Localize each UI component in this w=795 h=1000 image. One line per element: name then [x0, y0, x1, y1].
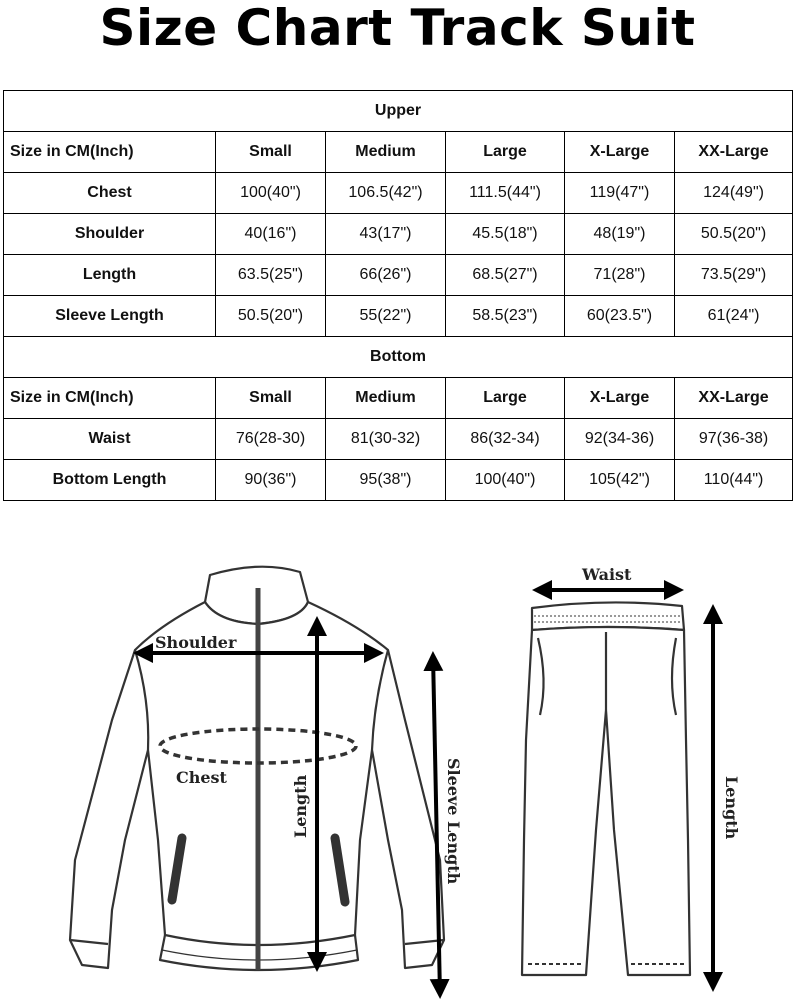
chest-label: Chest: [176, 768, 227, 787]
table-row: [4, 460, 793, 501]
table-cell: 95(38"): [326, 460, 446, 501]
table-cell: 119(47"): [565, 173, 675, 214]
table-cell: 58.5(23"): [446, 296, 565, 337]
header-xx-large: XX-Large: [675, 378, 793, 419]
table-row: [4, 419, 793, 460]
table-cell: 76(28-30): [216, 419, 326, 460]
row-label-chest: Chest: [4, 173, 216, 214]
table-cell: 97(36-38): [675, 419, 793, 460]
bottom-section-row: [4, 337, 793, 378]
shoulder-label: Shoulder: [155, 633, 237, 652]
table-cell: 43(17"): [326, 214, 446, 255]
header-size-unit: Size in CM(Inch): [4, 132, 216, 173]
table-cell: 71(28"): [565, 255, 675, 296]
table-cell: 60(23.5"): [565, 296, 675, 337]
table-row: [4, 173, 793, 214]
table-cell: 45.5(18"): [446, 214, 565, 255]
table-cell: 100(40"): [446, 460, 565, 501]
table-cell: 40(16"): [216, 214, 326, 255]
header-small: Small: [216, 378, 326, 419]
row-label-shoulder: Shoulder: [4, 214, 216, 255]
upper-header-row: [4, 132, 793, 173]
header-x-large: X-Large: [565, 378, 675, 419]
pants-icon: [522, 602, 690, 975]
table-cell: 100(40"): [216, 173, 326, 214]
measurement-illustration: [0, 540, 795, 1000]
header-medium: Medium: [326, 378, 446, 419]
table-cell: 68.5(27"): [446, 255, 565, 296]
header-x-large: X-Large: [565, 132, 675, 173]
waist-label: Waist: [582, 565, 632, 584]
jacket-icon: [70, 567, 444, 970]
upper-section-row: [4, 91, 793, 132]
table-cell: 81(30-32): [326, 419, 446, 460]
table-row: [4, 296, 793, 337]
table-cell: 50.5(20"): [216, 296, 326, 337]
table-cell: 111.5(44"): [446, 173, 565, 214]
row-label-bottom-length: Bottom Length: [4, 460, 216, 501]
table-cell: 73.5(29"): [675, 255, 793, 296]
table-cell: 105(42"): [565, 460, 675, 501]
header-small: Small: [216, 132, 326, 173]
size-chart-table: [3, 90, 793, 501]
table-cell: 66(26"): [326, 255, 446, 296]
table-row: [4, 214, 793, 255]
bottom-header-row: [4, 378, 793, 419]
row-label-sleeve-length: Sleeve Length: [4, 296, 216, 337]
pants-length-label: Length: [722, 776, 741, 840]
row-label-length: Length: [4, 255, 216, 296]
table-cell: 48(19"): [565, 214, 675, 255]
header-size-unit: Size in CM(Inch): [4, 378, 216, 419]
table-cell: 106.5(42"): [326, 173, 446, 214]
table-row: [4, 255, 793, 296]
table-cell: 50.5(20"): [675, 214, 793, 255]
header-large: Large: [446, 378, 565, 419]
sleeve-length-label: Sleeve Length: [444, 758, 463, 885]
upper-section-label: Upper: [4, 91, 793, 132]
table-cell: 92(34-36): [565, 419, 675, 460]
table-cell: 90(36"): [216, 460, 326, 501]
bottom-section-label: Bottom: [4, 337, 793, 378]
table-cell: 61(24"): [675, 296, 793, 337]
header-xx-large: XX-Large: [675, 132, 793, 173]
table-cell: 86(32-34): [446, 419, 565, 460]
table-cell: 124(49"): [675, 173, 793, 214]
table-cell: 55(22"): [326, 296, 446, 337]
table-cell: 110(44"): [675, 460, 793, 501]
row-label-waist: Waist: [4, 419, 216, 460]
header-large: Large: [446, 132, 565, 173]
jacket-length-label: Length: [291, 774, 310, 838]
page-title: Size Chart Track Suit: [99, 0, 696, 57]
header-medium: Medium: [326, 132, 446, 173]
table-cell: 63.5(25"): [216, 255, 326, 296]
